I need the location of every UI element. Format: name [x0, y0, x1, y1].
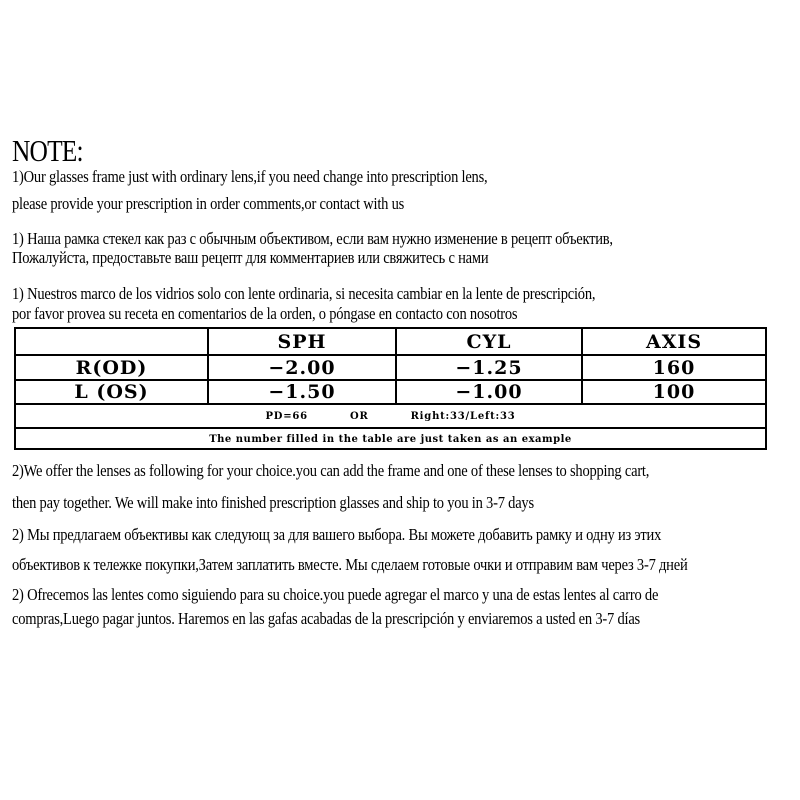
pd-split-value: Right:33/Left:33 — [410, 410, 516, 422]
right-eye-cyl: −1.25 — [395, 356, 581, 379]
note-title: NOTE: — [12, 133, 83, 168]
left-eye-axis: 100 — [581, 381, 765, 403]
row-label-right-eye: R(OD) — [75, 356, 148, 379]
header-cell-axis: AXIS — [581, 329, 765, 354]
table-footer-note: The number filled in the table are just taken as an example — [209, 434, 572, 445]
right-eye-axis: 160 — [581, 356, 765, 379]
offer-english-line-2: then pay together. We will make into finished prescription glasses and ship to you in 3-7 days — [12, 493, 534, 512]
pd-row — [16, 403, 765, 427]
pd-value: PD=66 — [265, 410, 308, 422]
table-row — [16, 354, 765, 379]
left-eye-sph: −1.50 — [207, 381, 395, 403]
header-cell-sph: SPH — [207, 329, 395, 354]
note-russian-line-1: 1) Наша рамка стекел как раз с обычным объективом, если вам нужно изменение в рецепт объектив, — [12, 229, 613, 248]
left-eye-cyl: −1.00 — [395, 381, 581, 403]
header-cell-empty — [16, 329, 207, 354]
prescription-table — [14, 327, 767, 450]
right-eye-sph: −2.00 — [207, 356, 395, 379]
note-russian-line-2: Пожалуйста, предоставьте ваш рецепт для комментариев или свяжитесь с нами — [12, 248, 489, 267]
offer-russian-line-2: объективов к тележке покупки,Затем заплатить вместе. Мы сделаем готовые очки и отправим вам через 3-7 дней — [12, 555, 688, 574]
header-cell-cyl: CYL — [395, 329, 581, 354]
table-footer-row — [16, 427, 765, 450]
table-header-row — [16, 329, 765, 354]
note-english-line-2: please provide your prescription in order comments,or contact with us — [12, 194, 405, 213]
offer-spanish-line-2: compras,Luego pagar juntos. Haremos en las gafas acabadas de la prescripción y enviaremos a usted en 3-7 días — [12, 609, 640, 628]
offer-russian-line-1: 2) Мы предлагаем объективы как следующ за для вашего выбора. Вы можете добавить рамку и одну из этих — [12, 525, 662, 544]
table-row — [16, 379, 765, 403]
offer-spanish-line-1: 2) Ofrecemos las lentes como siguiendo para su choice.you puede agregar el marco y una de estas lentes al carro de — [12, 585, 659, 604]
offer-english-line-1: 2)We offer the lenses as following for your choice.you can add the frame and one of these lenses to shopping cart, — [12, 461, 650, 480]
note-english-line-1: 1)Our glasses frame just with ordinary lens,if you need change into prescription lens, — [12, 167, 488, 186]
row-label-left-eye: L (OS) — [74, 381, 149, 403]
pd-or-label: OR — [349, 410, 369, 422]
note-spanish-line-1: 1) Nuestros marco de los vidrios solo con lente ordinaria, si necesita cambiar en la lente de prescripción, — [12, 284, 596, 303]
note-spanish-line-2: por favor provea su receta en comentarios de la orden, o póngase en contacto con nosotros — [12, 304, 518, 323]
